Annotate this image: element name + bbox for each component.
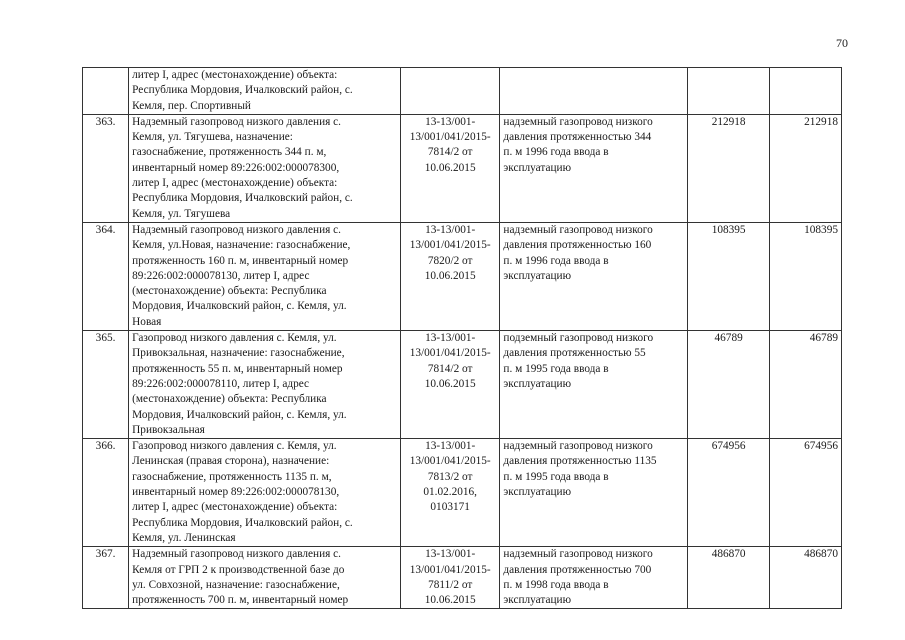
characteristics-cell: [500, 547, 688, 609]
object-description-cell: [129, 439, 401, 547]
char-line: давления протяженностью 160: [503, 239, 652, 252]
desc-line: Надземный газопровод низкого давления с.: [132, 115, 342, 128]
char-line: эксплуатацию: [503, 269, 572, 282]
desc-line: Мордовия, Ичалковский район, с. Кемля, ул.: [132, 300, 347, 313]
registration-number-cell: [400, 547, 499, 609]
characteristics-cell: [500, 114, 688, 222]
char-line: эксплуатацию: [503, 377, 572, 390]
reg-line: 7814/2 от: [427, 362, 473, 375]
table-row: [83, 439, 842, 547]
cadastral-value-cell: 108395: [770, 222, 842, 330]
reg-line: 13-13/001-: [425, 223, 476, 236]
registration-number-cell: [400, 68, 499, 115]
reg-line: 0103171: [430, 501, 470, 514]
desc-line: Республика Мордовия, Ичалковский район, с.: [132, 84, 353, 97]
desc-line: газоснабжение, протяженность 1135 п. м,: [132, 470, 332, 483]
char-line: п. м 1996 года ввода в: [503, 146, 609, 159]
object-description-cell: [129, 222, 401, 330]
characteristics-cell: [500, 68, 688, 115]
desc-line: Газопровод низкого давления с. Кемля, ул.: [132, 332, 337, 345]
reg-line: 7820/2 от: [427, 254, 473, 267]
registration-number-cell: [400, 439, 499, 547]
desc-line: Надземный газопровод низкого давления с.: [132, 548, 342, 561]
char-line: п. м 1996 года ввода в: [503, 254, 609, 267]
desc-line: литер I, адрес (местонахождение) объекта:: [132, 501, 338, 514]
characteristics-cell: [500, 222, 688, 330]
char-line: давления протяженностью 700: [503, 563, 652, 576]
row-number-cell: 363.: [83, 114, 129, 222]
char-line: надземный газопровод низкого: [503, 440, 653, 453]
object-description-cell: [129, 68, 401, 115]
desc-line: Кемля от ГРП 2 к производственной базе до: [132, 563, 345, 576]
desc-line: Кемля, ул.Новая, назначение: газоснабжение,: [132, 239, 351, 252]
desc-line: Кемля, ул. Ленинская: [132, 531, 236, 544]
reg-line: 13-13/001-: [425, 440, 476, 453]
desc-line: (местонахождение) объекта: Республика: [132, 285, 327, 298]
cadastral-value-cell: 674956: [770, 439, 842, 547]
char-line: п. м 1995 года ввода в: [503, 362, 609, 375]
book-value-cell: 674956: [688, 439, 770, 547]
desc-line: инвентарный номер 89:226:002:000078130,: [132, 486, 340, 499]
characteristics-cell: [500, 331, 688, 439]
desc-line: Республика Мордовия, Ичалковский район, с.: [132, 516, 353, 529]
reg-line: 13-13/001-: [425, 332, 476, 345]
char-line: эксплуатацию: [503, 486, 572, 499]
desc-line: инвентарный номер 89:226:002:000078300,: [132, 161, 340, 174]
row-number-cell: 365.: [83, 331, 129, 439]
reg-line: 13/001/041/2015-: [409, 455, 491, 468]
reg-line: 7811/2 от: [428, 578, 473, 591]
char-line: эксплуатацию: [503, 594, 572, 607]
row-number-cell: 366.: [83, 439, 129, 547]
desc-line: (местонахождение) объекта: Республика: [132, 393, 327, 406]
reg-line: 7814/2 от: [427, 146, 473, 159]
registration-number-cell: [400, 114, 499, 222]
desc-line: Газопровод низкого давления с. Кемля, ул.: [132, 440, 337, 453]
desc-line: протяженность 160 п. м, инвентарный номер: [132, 254, 349, 267]
row-number-cell: [83, 68, 129, 115]
table-row: [83, 547, 842, 609]
desc-line: Привокзальная: [132, 423, 205, 436]
char-line: давления протяженностью 344: [503, 131, 652, 144]
desc-line: Новая: [132, 315, 162, 328]
char-line: давления протяженностью 55: [503, 347, 646, 360]
object-description-cell: [129, 114, 401, 222]
reg-line: 01.02.2016,: [423, 486, 478, 499]
cadastral-value-cell: 212918: [770, 114, 842, 222]
property-registry-table: [82, 67, 842, 609]
table-row: [83, 114, 842, 222]
desc-line: Кемля, ул. Тягушева: [132, 207, 231, 220]
char-line: надземный газопровод низкого: [503, 223, 653, 236]
reg-line: 7813/2 от: [427, 470, 473, 483]
char-line: эксплуатацию: [503, 161, 572, 174]
char-line: давления протяженностью 1135: [503, 455, 657, 468]
reg-line: 13/001/041/2015-: [409, 131, 491, 144]
registration-number-cell: [400, 331, 499, 439]
reg-line: 10.06.2015: [424, 377, 476, 390]
book-value-cell: 108395: [688, 222, 770, 330]
desc-line: газоснабжение, протяженность 344 п. м,: [132, 146, 327, 159]
table-row: [83, 222, 842, 330]
char-line: п. м 1995 года ввода в: [503, 470, 609, 483]
desc-line: литер I, адрес (местонахождение) объекта:: [132, 69, 338, 81]
row-number-cell: 367.: [83, 547, 129, 609]
cadastral-value-cell: [770, 68, 842, 115]
reg-line: 13/001/041/2015-: [409, 563, 491, 576]
desc-line: Ленинская (правая сторона), назначение:: [132, 455, 330, 468]
desc-line: 89:226:002:000078110, литер I, адрес: [132, 377, 310, 390]
book-value-cell: 212918: [688, 114, 770, 222]
reg-line: 13/001/041/2015-: [409, 239, 491, 252]
reg-line: 13-13/001-: [425, 115, 476, 128]
cadastral-value-cell: 46789: [770, 331, 842, 439]
table-row: [83, 331, 842, 439]
book-value-cell: 46789: [688, 331, 770, 439]
object-description-cell: [129, 331, 401, 439]
reg-line: 13-13/001-: [425, 548, 476, 561]
char-line: надземный газопровод низкого: [503, 115, 653, 128]
cadastral-value-cell: 486870: [770, 547, 842, 609]
desc-line: Кемля, пер. Спортивный: [132, 99, 251, 112]
reg-line: 10.06.2015: [424, 269, 476, 282]
registration-number-cell: [400, 222, 499, 330]
desc-line: протяженность 55 п. м, инвентарный номер: [132, 362, 343, 375]
reg-line: 10.06.2015: [424, 594, 476, 607]
desc-line: ул. Совхозной, назначение: газоснабжение,: [132, 578, 340, 591]
book-value-cell: [688, 68, 770, 115]
char-line: п. м 1998 года ввода в: [503, 578, 609, 591]
desc-line: Надземный газопровод низкого давления с.: [132, 223, 342, 236]
desc-line: Республика Мордовия, Ичалковский район, с.: [132, 192, 353, 205]
desc-line: литер I, адрес (местонахождение) объекта:: [132, 177, 338, 190]
desc-line: Мордовия, Ичалковский район, с. Кемля, ул.: [132, 408, 347, 421]
page-number: 70: [836, 36, 848, 50]
char-line: надземный газопровод низкого: [503, 548, 653, 561]
desc-line: протяженность 700 п. м, инвентарный номер: [132, 594, 349, 607]
object-description-cell: [129, 547, 401, 609]
row-number-cell: 364.: [83, 222, 129, 330]
table-row: [83, 68, 842, 115]
char-line: подземный газопровод низкого: [503, 332, 654, 345]
characteristics-cell: [500, 439, 688, 547]
desc-line: Привокзальная, назначение: газоснабжение,: [132, 347, 345, 360]
reg-line: 10.06.2015: [424, 161, 476, 174]
desc-line: Кемля, ул. Тягушева, назначение:: [132, 131, 293, 144]
desc-line: 89:226:002:000078130, литер I, адрес: [132, 269, 310, 282]
reg-line: 13/001/041/2015-: [409, 347, 491, 360]
book-value-cell: 486870: [688, 547, 770, 609]
